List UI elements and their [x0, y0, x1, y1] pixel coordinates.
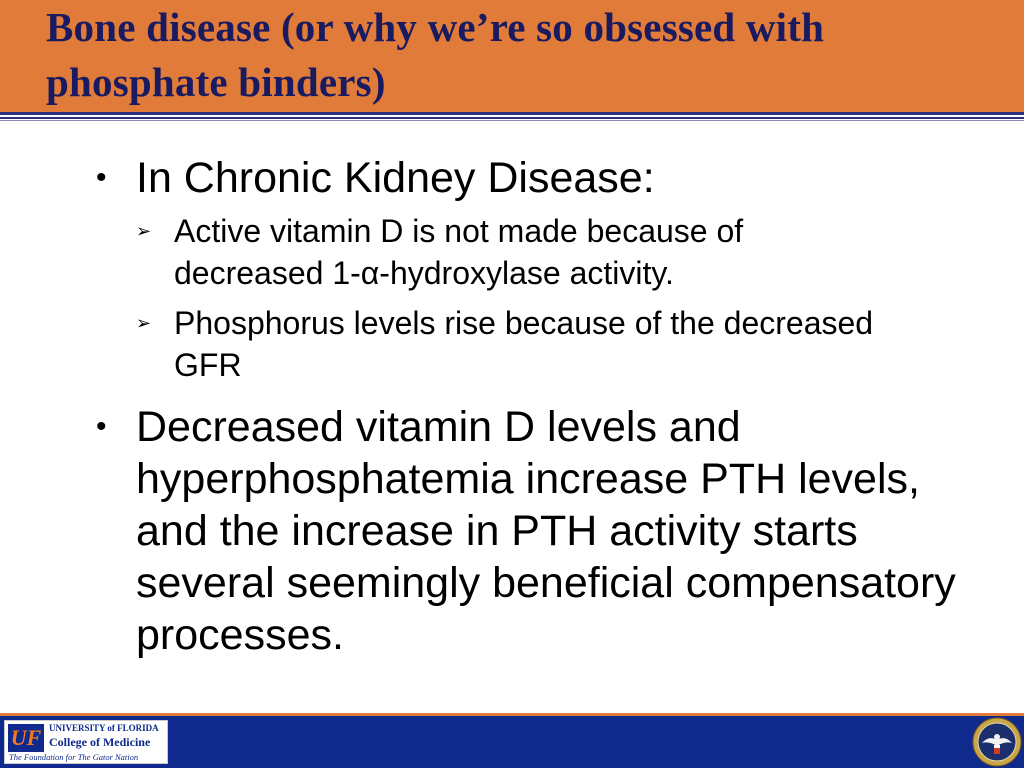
uf-mark-icon: UF	[8, 724, 44, 752]
logo-college: College of Medicine	[49, 735, 151, 749]
slide-title: Bone disease (or why we’re so obsessed with phosphate binders)	[46, 4, 825, 105]
logo-tagline: The Foundation for The Gator Nation	[9, 752, 139, 762]
bullet-text: Decreased vitamin D levels and hyperphosphatemia increase PTH levels, and the increase in PTH activity starts several seemingly beneficial compensatory processes.	[136, 403, 956, 659]
va-seal-icon	[972, 717, 1022, 767]
bullet-dot-icon: •	[96, 410, 107, 443]
logo-university: UNIVERSITY of FLORIDA	[49, 723, 159, 733]
bullet-text: In Chronic Kidney Disease:	[136, 154, 655, 202]
uf-college-of-medicine-logo	[4, 720, 168, 764]
bullet-dot-icon: •	[96, 161, 107, 194]
arrowhead-bullet-icon: ➢	[136, 221, 152, 241]
subbullet-text: Active vitamin D is not made because of decreased 1-α-hydroxylase activity.	[174, 213, 744, 291]
subbullet-text: Phosphorus levels rise because of the decreased GFR	[174, 305, 874, 383]
arrowhead-bullet-icon: ➢	[136, 313, 152, 333]
